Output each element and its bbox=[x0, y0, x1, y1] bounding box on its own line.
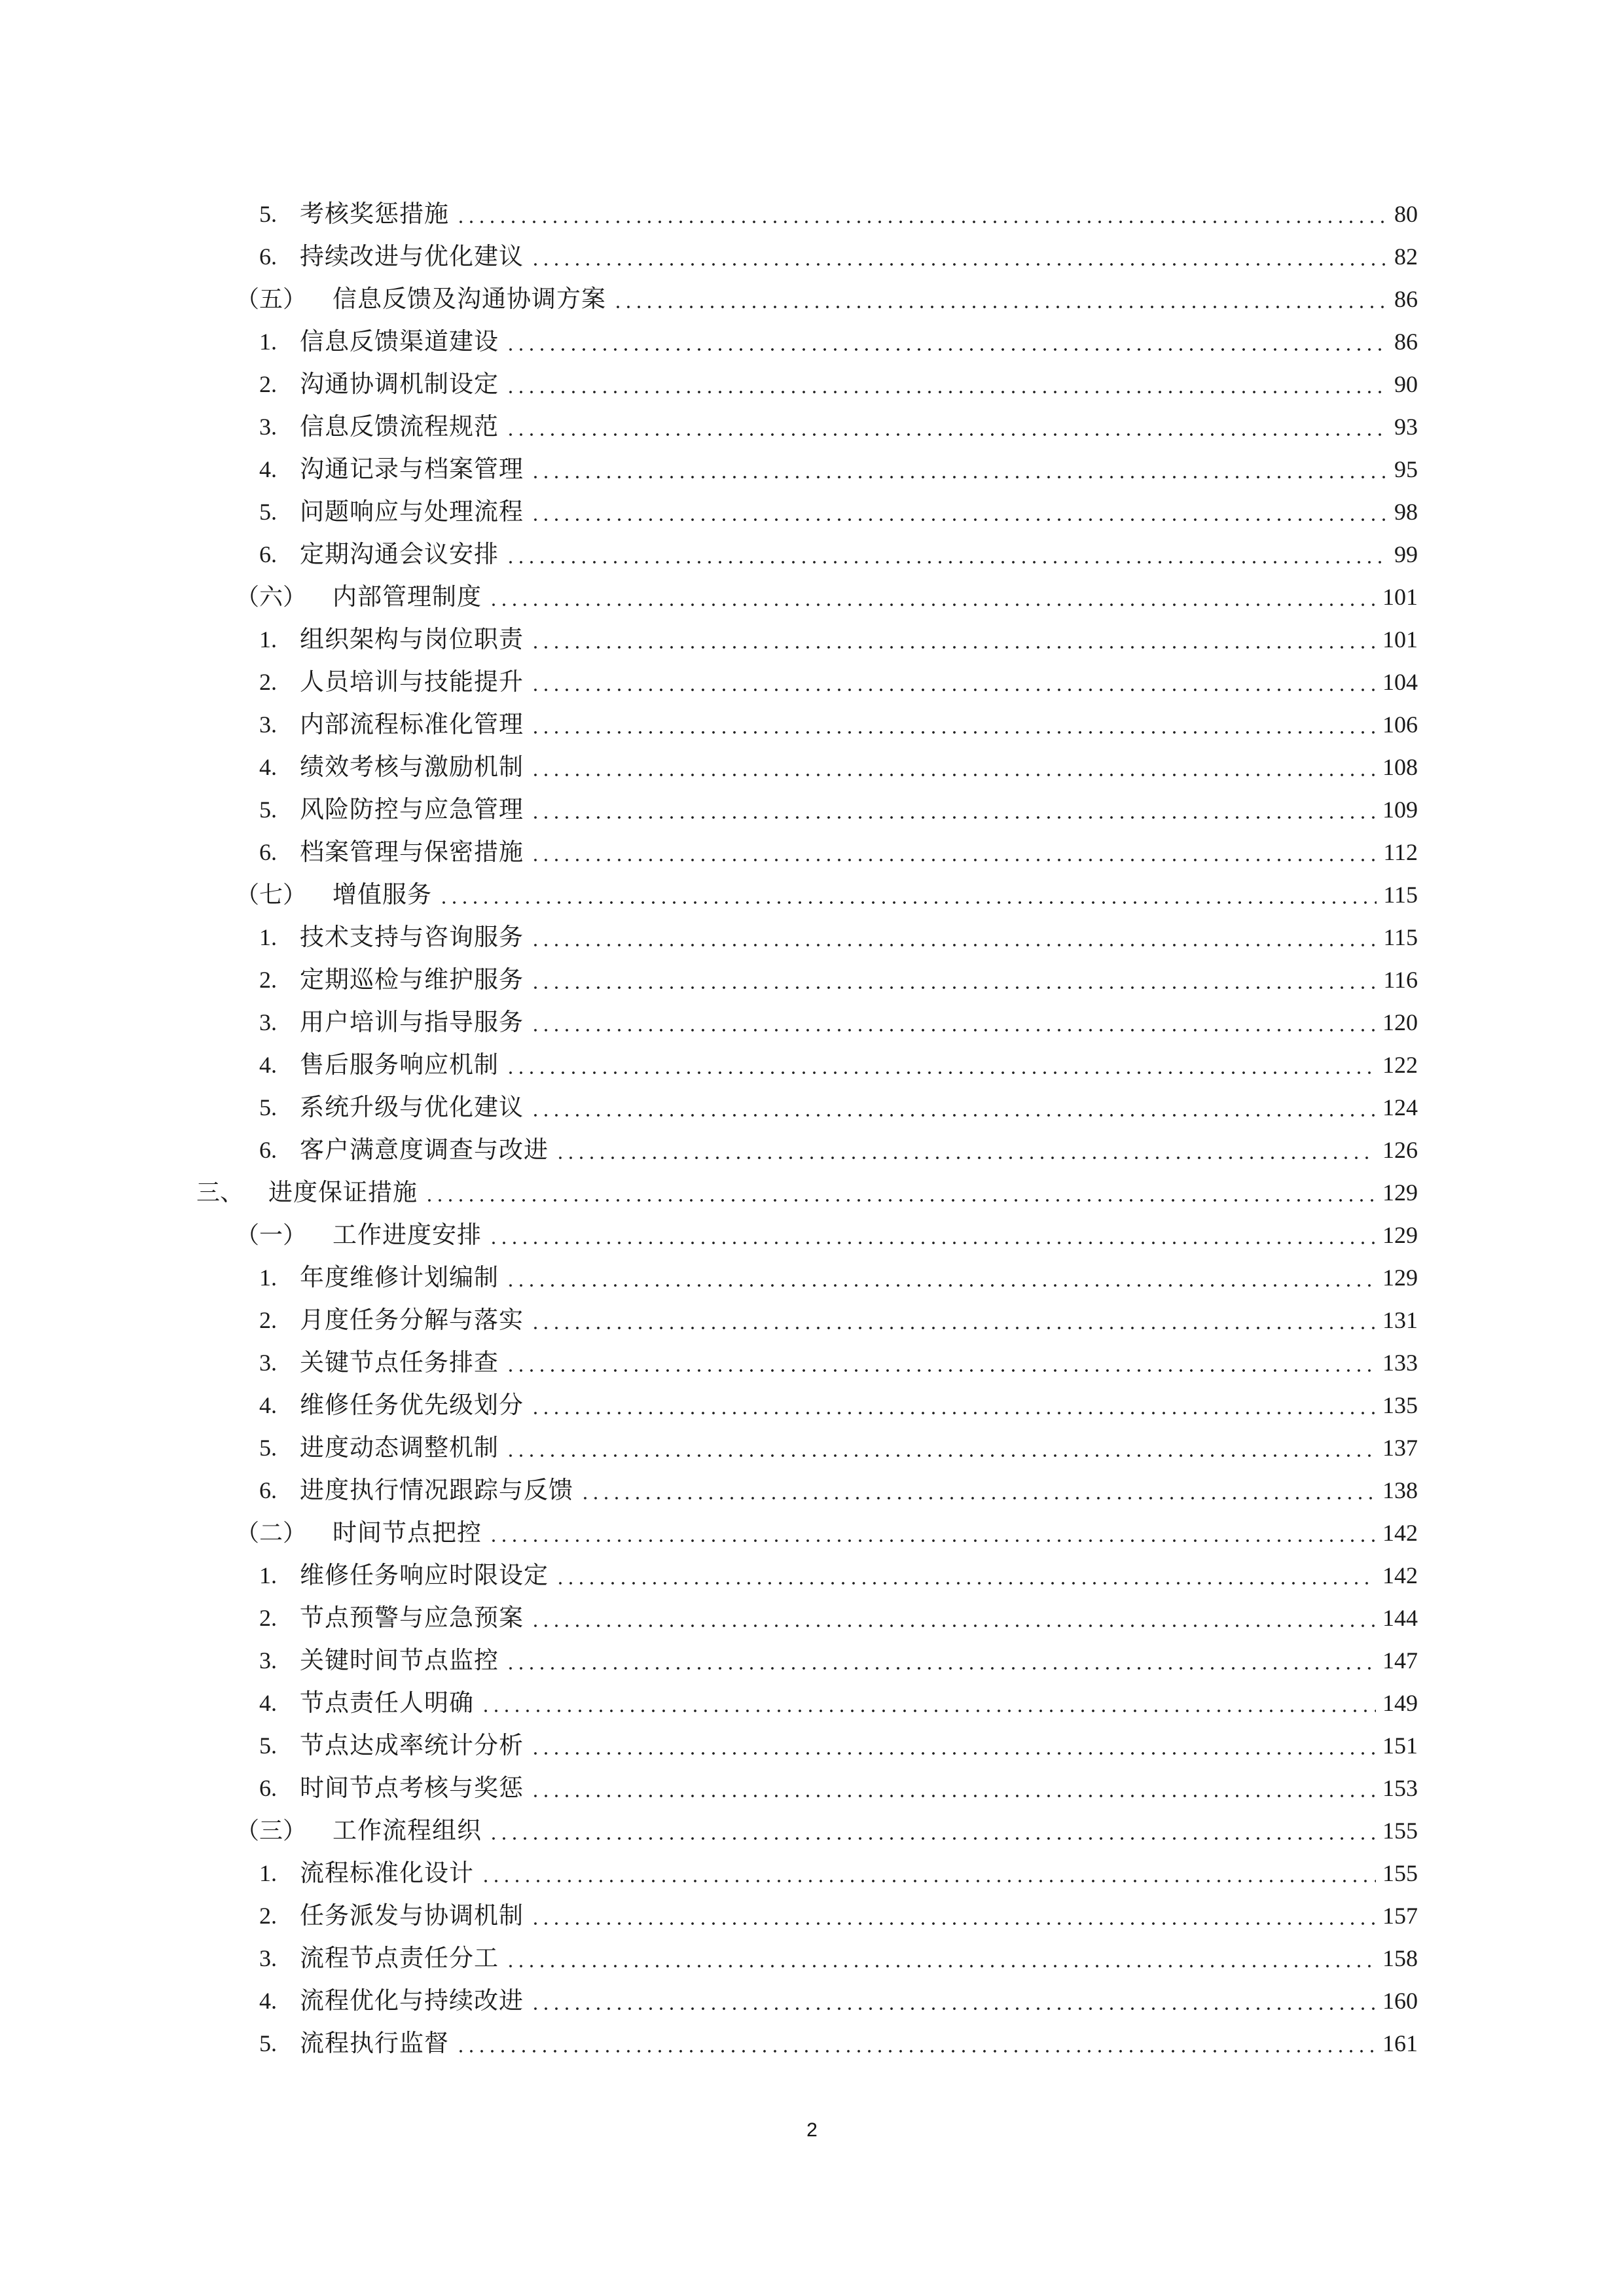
dot-leader bbox=[505, 348, 1388, 351]
toc-entry-number: （六） bbox=[236, 583, 307, 610]
toc-entry-title: 流程节点责任分工 bbox=[300, 1944, 499, 1972]
toc-entry[interactable] bbox=[0, 1043, 1624, 1086]
toc-entry-page: 129 bbox=[1382, 1179, 1418, 1206]
toc-entry-number: 6. bbox=[259, 243, 277, 270]
toc-entry-label bbox=[259, 755, 524, 779]
dot-leader bbox=[530, 1922, 1376, 1925]
toc-entry[interactable] bbox=[0, 660, 1624, 703]
toc-entry[interactable] bbox=[0, 1511, 1624, 1554]
dot-leader bbox=[480, 1880, 1376, 1882]
toc-entry-number: 4. bbox=[259, 1051, 277, 1078]
toc-entry-number: 4. bbox=[259, 753, 277, 780]
toc-entry-label bbox=[236, 1818, 482, 1842]
dot-leader bbox=[530, 646, 1376, 649]
toc-entry[interactable] bbox=[0, 1256, 1624, 1299]
toc-entry-title: 流程标准化设计 bbox=[300, 1859, 474, 1887]
toc-entry[interactable] bbox=[0, 916, 1624, 958]
toc-entry-number: 2. bbox=[259, 370, 277, 397]
toc-entry[interactable] bbox=[0, 1001, 1624, 1043]
toc-entry[interactable] bbox=[0, 192, 1624, 235]
toc-entry[interactable] bbox=[0, 278, 1624, 320]
toc-entry-page: 82 bbox=[1394, 243, 1418, 270]
toc-entry[interactable] bbox=[0, 575, 1624, 618]
toc-entry[interactable] bbox=[0, 1341, 1624, 1384]
toc-entry-label bbox=[196, 1180, 418, 1204]
toc-entry-label bbox=[259, 1605, 524, 1630]
toc-entry-number: 5. bbox=[259, 2030, 277, 2056]
toc-entry-label bbox=[259, 414, 499, 439]
toc-entry-title: 任务派发与协调机制 bbox=[300, 1901, 524, 1929]
toc-entry-title: 信息反馈渠道建设 bbox=[300, 327, 499, 355]
toc-entry[interactable] bbox=[0, 363, 1624, 405]
toc-entry-number: （三） bbox=[236, 1817, 307, 1844]
dot-leader bbox=[555, 1582, 1376, 1585]
toc-entry-page: 86 bbox=[1394, 285, 1418, 312]
toc-entry-label bbox=[259, 1733, 524, 1757]
toc-entry-number: 1. bbox=[259, 924, 277, 950]
toc-entry-page: 80 bbox=[1394, 200, 1418, 227]
toc-entry-label bbox=[259, 1691, 474, 1715]
toc-entry-title: 时间节点考核与奖惩 bbox=[300, 1774, 524, 1802]
toc-entry-title: 售后服务响应机制 bbox=[300, 1050, 499, 1079]
toc-entry-number: 2. bbox=[259, 966, 277, 993]
toc-entry-number: 2. bbox=[259, 1306, 277, 1333]
toc-entry-number: 3. bbox=[259, 1945, 277, 1971]
toc-entry-label bbox=[236, 287, 606, 311]
toc-entry-page: 133 bbox=[1382, 1349, 1418, 1376]
toc-entry-label bbox=[259, 1010, 524, 1034]
toc-entry-number: 5. bbox=[259, 1732, 277, 1759]
toc-entry-page: 157 bbox=[1382, 1902, 1418, 1929]
toc-entry-page: 155 bbox=[1382, 1817, 1418, 1844]
dot-leader bbox=[530, 1624, 1376, 1627]
toc-entry-number: 5. bbox=[259, 1434, 277, 1461]
toc-entry-label bbox=[259, 967, 524, 992]
toc-entry-title: 年度维修计划编制 bbox=[300, 1263, 499, 1291]
toc-entry-title: 节点预警与应急预案 bbox=[300, 1604, 524, 1632]
toc-entry-page: 116 bbox=[1383, 966, 1418, 993]
toc-entry[interactable] bbox=[0, 1213, 1624, 1256]
dot-leader bbox=[488, 603, 1376, 606]
toc-entry-number: 6. bbox=[259, 838, 277, 865]
toc-entry-page: 112 bbox=[1383, 838, 1418, 865]
toc-entry-title: 定期巡检与维护服务 bbox=[300, 965, 524, 994]
toc-entry[interactable] bbox=[0, 1554, 1624, 1596]
toc-entry[interactable] bbox=[0, 1596, 1624, 1639]
toc-entry[interactable] bbox=[0, 1426, 1624, 1469]
toc-entry-number: 4. bbox=[259, 1391, 277, 1418]
toc-entry[interactable] bbox=[0, 1086, 1624, 1128]
toc-entry[interactable] bbox=[0, 703, 1624, 745]
toc-entry-page: 155 bbox=[1382, 1859, 1418, 1886]
dot-leader bbox=[530, 476, 1388, 478]
toc-entry[interactable] bbox=[0, 1384, 1624, 1426]
toc-entry-title: 定期沟通会议安排 bbox=[300, 540, 499, 568]
toc-entry-label bbox=[236, 584, 482, 609]
toc-entry[interactable] bbox=[0, 320, 1624, 363]
toc-entry-page: 131 bbox=[1382, 1306, 1418, 1333]
dot-leader bbox=[505, 1369, 1376, 1372]
toc-entry-title: 流程执行监督 bbox=[300, 2029, 449, 2057]
toc-entry-title: 用户培训与指导服务 bbox=[300, 1008, 524, 1036]
dot-leader bbox=[505, 1454, 1376, 1457]
toc-entry-title: 进度保证措施 bbox=[268, 1178, 418, 1206]
toc-entry-page: 147 bbox=[1382, 1647, 1418, 1674]
toc-entry-page: 101 bbox=[1382, 626, 1418, 653]
dot-leader bbox=[530, 731, 1376, 734]
dot-leader bbox=[530, 1029, 1376, 1031]
toc-entry-title: 信息反馈及沟通协调方案 bbox=[333, 285, 606, 313]
toc-entry-label bbox=[259, 1095, 524, 1119]
toc-entry-page: 120 bbox=[1382, 1009, 1418, 1035]
toc-entry-page: 98 bbox=[1394, 498, 1418, 525]
toc-entry-number: 5. bbox=[259, 498, 277, 525]
toc-entry-page: 151 bbox=[1382, 1732, 1418, 1759]
toc-entry-label bbox=[259, 542, 499, 566]
toc-entry[interactable] bbox=[0, 1767, 1624, 1809]
toc-entry-label bbox=[259, 1648, 499, 1672]
dot-leader bbox=[488, 1837, 1376, 1840]
toc-entry-number: （五） bbox=[236, 285, 307, 312]
toc-entry[interactable] bbox=[0, 873, 1624, 916]
toc-entry[interactable] bbox=[0, 1128, 1624, 1171]
toc-entry-title: 问题响应与处理流程 bbox=[300, 497, 524, 526]
toc-entry-number: 2. bbox=[259, 1902, 277, 1929]
toc-entry-title: 系统升级与优化建议 bbox=[300, 1093, 524, 1121]
toc-entry-number: 3. bbox=[259, 1349, 277, 1376]
toc-entry-number: 4. bbox=[259, 456, 277, 482]
toc-entry-number: 6. bbox=[259, 541, 277, 567]
toc-entry-page: 142 bbox=[1382, 1519, 1418, 1546]
toc-entry-page: 158 bbox=[1382, 1945, 1418, 1971]
toc-entry-title: 内部管理制度 bbox=[333, 583, 482, 611]
dot-leader bbox=[530, 263, 1388, 266]
toc-entry-label bbox=[259, 1776, 524, 1800]
toc-entry-title: 档案管理与保密措施 bbox=[300, 838, 524, 866]
dot-leader bbox=[505, 1284, 1376, 1287]
toc-entry-label bbox=[259, 2031, 449, 2055]
toc-entry-number: 2. bbox=[259, 1604, 277, 1631]
toc-entry-title: 绩效考核与激励机制 bbox=[300, 753, 524, 781]
toc-entry-label bbox=[259, 840, 524, 864]
toc-entry-label bbox=[259, 1988, 524, 2013]
toc-entry-title: 技术支持与咨询服务 bbox=[300, 923, 524, 951]
toc-entry[interactable] bbox=[0, 235, 1624, 278]
dot-leader bbox=[505, 433, 1388, 436]
toc-entry-number: 6. bbox=[259, 1774, 277, 1801]
toc-entry[interactable] bbox=[0, 1469, 1624, 1511]
toc-entry[interactable] bbox=[0, 1937, 1624, 1979]
toc-entry-number: 1. bbox=[259, 626, 277, 653]
toc-entry-page: 108 bbox=[1382, 753, 1418, 780]
toc-entry-label bbox=[259, 925, 524, 949]
dot-leader bbox=[530, 986, 1377, 989]
toc-entry-page: 115 bbox=[1383, 924, 1418, 950]
toc-entry-number: 5. bbox=[259, 200, 277, 227]
dot-leader bbox=[530, 2007, 1376, 2010]
toc-entry[interactable] bbox=[0, 745, 1624, 788]
dot-leader bbox=[530, 1114, 1376, 1117]
toc-entry-page: 99 bbox=[1394, 541, 1418, 567]
toc-entry-number: 6. bbox=[259, 1136, 277, 1163]
toc-entry[interactable] bbox=[0, 618, 1624, 660]
toc-entry[interactable] bbox=[0, 1299, 1624, 1341]
toc-entry-number: （一） bbox=[236, 1221, 307, 1248]
toc-entry-label bbox=[259, 1265, 499, 1289]
toc-entry-label bbox=[259, 1478, 573, 1502]
toc-entry-label bbox=[259, 372, 499, 396]
toc-entry-label bbox=[259, 1138, 549, 1162]
toc-entry-title: 进度动态调整机制 bbox=[300, 1433, 499, 1462]
toc-entry-page: 95 bbox=[1394, 456, 1418, 482]
toc-entry-title: 考核奖惩措施 bbox=[300, 200, 449, 228]
dot-leader bbox=[530, 1327, 1376, 1329]
toc-entry-number: 3. bbox=[259, 711, 277, 738]
toc-entry-page: 109 bbox=[1382, 796, 1418, 823]
dot-leader bbox=[530, 1795, 1376, 1797]
toc-entry-label bbox=[259, 1861, 474, 1885]
toc-entry-title: 维修任务优先级划分 bbox=[300, 1391, 524, 1419]
toc-entry[interactable] bbox=[0, 1979, 1624, 2022]
dot-leader bbox=[456, 2050, 1376, 2053]
toc-entry-number: 1. bbox=[259, 1859, 277, 1886]
toc-entry-title: 工作进度安排 bbox=[333, 1221, 482, 1249]
toc-entry-number: （二） bbox=[236, 1519, 307, 1546]
toc-entry-label bbox=[259, 1350, 499, 1374]
toc-entry-page: 122 bbox=[1382, 1051, 1418, 1078]
toc-entry-number: 1. bbox=[259, 328, 277, 355]
toc-entry-label bbox=[259, 670, 524, 694]
dot-leader bbox=[530, 1412, 1376, 1414]
toc-entry-label bbox=[259, 457, 524, 481]
dot-leader bbox=[488, 1539, 1376, 1542]
toc-entry[interactable] bbox=[0, 831, 1624, 873]
dot-leader bbox=[505, 1667, 1376, 1670]
toc-entry-title: 时间节点把控 bbox=[333, 1518, 482, 1547]
toc-entry-page: 153 bbox=[1382, 1774, 1418, 1801]
dot-leader bbox=[530, 1752, 1376, 1755]
toc-entry[interactable] bbox=[0, 1639, 1624, 1681]
toc-entry-label bbox=[259, 1052, 499, 1077]
dot-leader bbox=[530, 689, 1376, 691]
dot-leader bbox=[555, 1157, 1376, 1159]
toc-entry-label bbox=[259, 329, 499, 353]
dot-leader bbox=[530, 816, 1376, 819]
toc-entry-page: 86 bbox=[1394, 328, 1418, 355]
dot-leader bbox=[530, 859, 1377, 861]
toc-entry[interactable] bbox=[0, 1852, 1624, 1894]
toc-entry[interactable] bbox=[0, 1681, 1624, 1724]
toc-entry-page: 129 bbox=[1382, 1264, 1418, 1291]
toc-entry-label bbox=[259, 244, 524, 268]
toc-entry-number: 2. bbox=[259, 668, 277, 695]
toc-entry-page: 135 bbox=[1382, 1391, 1418, 1418]
toc-entry-title: 持续改进与优化建议 bbox=[300, 242, 524, 270]
toc-entry-label bbox=[259, 499, 524, 524]
toc-entry-title: 增值服务 bbox=[333, 880, 432, 908]
toc-entry-page: 90 bbox=[1394, 370, 1418, 397]
toc-entry-label bbox=[259, 202, 449, 226]
dot-leader bbox=[505, 561, 1388, 564]
toc-entry-title: 风险防控与应急管理 bbox=[300, 795, 524, 823]
toc-entry-number: 3. bbox=[259, 413, 277, 440]
toc-entry-title: 进度执行情况跟踪与反馈 bbox=[300, 1476, 573, 1504]
toc-entry-title: 人员培训与技能提升 bbox=[300, 668, 524, 696]
toc-entry-page: 93 bbox=[1394, 413, 1418, 440]
page-number: 2 bbox=[806, 2119, 818, 2141]
toc-entry-page: 160 bbox=[1382, 1987, 1418, 2014]
toc-entry-title: 沟通协调机制设定 bbox=[300, 370, 499, 398]
toc-entry-number: 1. bbox=[259, 1562, 277, 1588]
dot-leader bbox=[530, 944, 1377, 946]
dot-leader bbox=[530, 518, 1388, 521]
toc-entry-label bbox=[259, 1946, 499, 1970]
toc-entry-label bbox=[236, 882, 432, 906]
toc-entry[interactable] bbox=[0, 788, 1624, 831]
toc-entry-page: 106 bbox=[1382, 711, 1418, 738]
toc-entry[interactable] bbox=[0, 1894, 1624, 1937]
toc-entry-title: 流程优化与持续改进 bbox=[300, 1986, 524, 2015]
table-of-contents bbox=[0, 192, 1624, 2064]
toc-entry-title: 内部流程标准化管理 bbox=[300, 710, 524, 738]
dot-leader bbox=[505, 1071, 1376, 1074]
toc-entry-number: 6. bbox=[259, 1477, 277, 1503]
toc-entry[interactable] bbox=[0, 533, 1624, 575]
toc-entry-title: 客户满意度调查与改进 bbox=[300, 1136, 549, 1164]
toc-entry-label bbox=[259, 1903, 524, 1928]
toc-entry-label bbox=[259, 627, 524, 651]
dot-leader bbox=[505, 391, 1388, 393]
toc-entry-title: 节点责任人明确 bbox=[300, 1689, 474, 1717]
toc-entry-page: 115 bbox=[1383, 881, 1418, 908]
toc-entry-number: 3. bbox=[259, 1009, 277, 1035]
toc-entry-title: 信息反馈流程规范 bbox=[300, 412, 499, 440]
toc-entry-page: 142 bbox=[1382, 1562, 1418, 1588]
toc-entry-number: 1. bbox=[259, 1264, 277, 1291]
toc-entry-label bbox=[259, 712, 524, 736]
toc-entry-page: 104 bbox=[1382, 668, 1418, 695]
toc-entry-title: 工作流程组织 bbox=[333, 1816, 482, 1844]
toc-entry-page: 101 bbox=[1382, 583, 1418, 610]
dot-leader bbox=[439, 901, 1377, 904]
toc-entry-title: 维修任务响应时限设定 bbox=[300, 1561, 549, 1589]
toc-entry-page: 126 bbox=[1382, 1136, 1418, 1163]
toc-entry[interactable] bbox=[0, 405, 1624, 448]
dot-leader bbox=[424, 1199, 1376, 1202]
toc-entry-number: 4. bbox=[259, 1987, 277, 2014]
toc-entry-title: 关键节点任务排查 bbox=[300, 1348, 499, 1376]
toc-entry[interactable] bbox=[0, 448, 1624, 490]
toc-entry-page: 138 bbox=[1382, 1477, 1418, 1503]
toc-entry[interactable] bbox=[0, 1809, 1624, 1852]
toc-entry-label bbox=[259, 1563, 549, 1587]
toc-entry[interactable] bbox=[0, 1171, 1624, 1213]
toc-entry[interactable] bbox=[0, 2022, 1624, 2064]
dot-leader bbox=[613, 306, 1388, 308]
toc-entry-number: 三、 bbox=[196, 1179, 244, 1206]
toc-entry-number: 5. bbox=[259, 796, 277, 823]
toc-entry[interactable] bbox=[0, 1724, 1624, 1767]
toc-entry-label bbox=[259, 1393, 524, 1417]
toc-entry-page: 124 bbox=[1382, 1094, 1418, 1121]
toc-entry-label bbox=[259, 1435, 499, 1460]
toc-entry-number: 5. bbox=[259, 1094, 277, 1121]
toc-entry-number: 4. bbox=[259, 1689, 277, 1716]
dot-leader bbox=[530, 774, 1376, 776]
toc-entry-label bbox=[259, 797, 524, 821]
dot-leader bbox=[580, 1497, 1376, 1499]
toc-entry-title: 组织架构与岗位职责 bbox=[300, 625, 524, 653]
toc-entry[interactable] bbox=[0, 490, 1624, 533]
toc-entry-page: 149 bbox=[1382, 1689, 1418, 1716]
toc-entry-number: （七） bbox=[236, 881, 307, 908]
toc-entry-title: 沟通记录与档案管理 bbox=[300, 455, 524, 483]
toc-entry-title: 月度任务分解与落实 bbox=[300, 1306, 524, 1334]
toc-entry-label bbox=[259, 1308, 524, 1332]
toc-entry-page: 144 bbox=[1382, 1604, 1418, 1631]
toc-entry-page: 161 bbox=[1382, 2030, 1418, 2056]
toc-entry-number: 3. bbox=[259, 1647, 277, 1674]
toc-entry-page: 129 bbox=[1382, 1221, 1418, 1248]
toc-entry-label bbox=[236, 1223, 482, 1247]
toc-entry[interactable] bbox=[0, 958, 1624, 1001]
toc-entry-title: 节点达成率统计分析 bbox=[300, 1731, 524, 1759]
dot-leader bbox=[488, 1242, 1376, 1244]
dot-leader bbox=[505, 1965, 1376, 1967]
toc-entry-label bbox=[236, 1520, 482, 1545]
dot-leader bbox=[456, 221, 1388, 223]
toc-entry-title: 关键时间节点监控 bbox=[300, 1646, 499, 1674]
toc-entry-page: 137 bbox=[1382, 1434, 1418, 1461]
dot-leader bbox=[480, 1710, 1376, 1712]
